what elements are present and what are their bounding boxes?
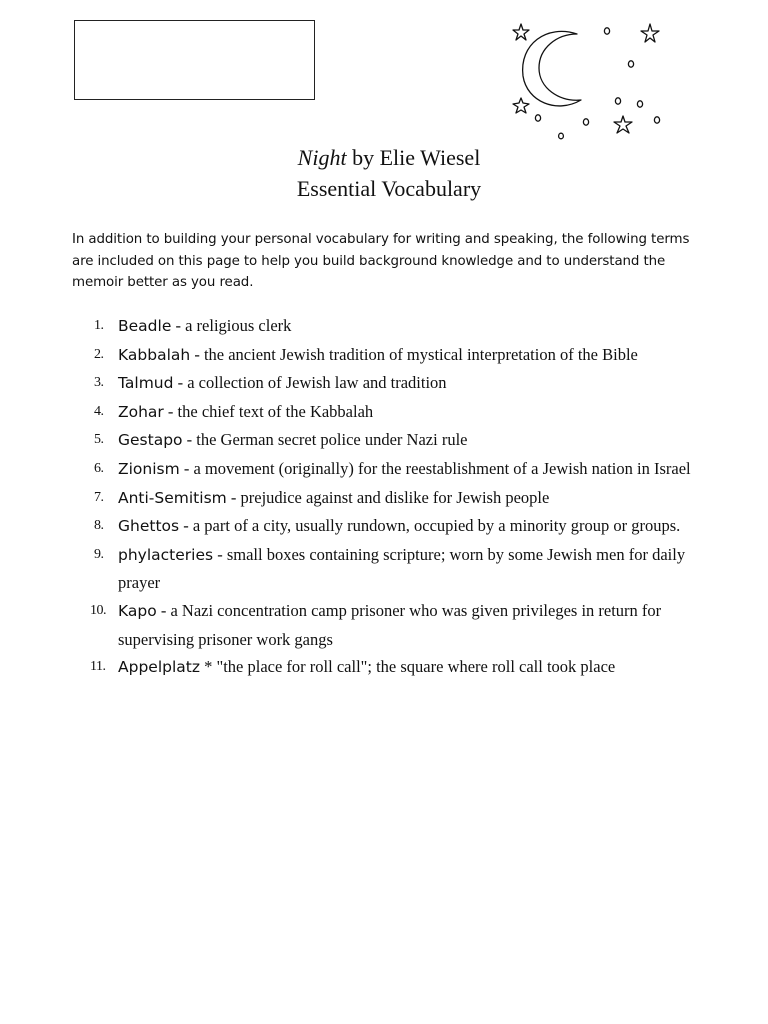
vocab-term: Anti-Semitism — [118, 488, 227, 507]
vocab-definition: - a part of a city, usually rundown, occupied by a minority group or groups. — [179, 516, 681, 536]
vocab-definition: - the ancient Jewish tradition of mystical interpretation of the Bible — [190, 344, 638, 364]
vocab-term: Gestapo — [118, 431, 183, 450]
vocab-definition: - the chief text of the Kabbalah — [163, 401, 374, 421]
vocab-item — [0, 541, 768, 597]
vocab-term: Ghettos — [118, 517, 180, 536]
star-icon — [614, 116, 632, 133]
star-dot-icon — [535, 115, 540, 121]
vocab-number: 4. — [94, 403, 104, 419]
intro-paragraph: In addition to building your personal vocabulary for writing and speaking, the following terms are included on this page to help you build background knowledge and to understand the memoir better as you read. — [72, 232, 690, 290]
vocab-definition: - the German secret police under Nazi rule — [182, 430, 468, 450]
star-icon — [513, 24, 529, 40]
page-subtitle: Essential Vocabulary — [296, 176, 482, 201]
vocab-number: 2. — [94, 346, 104, 362]
star-dot-icon — [604, 28, 609, 34]
star-dot-icon — [559, 133, 564, 139]
vocab-term: Kapo — [118, 601, 157, 620]
star-dot-icon — [583, 119, 588, 125]
vocab-definition: - prejudice against and dislike for Jewish people — [226, 487, 550, 507]
vocab-item — [0, 312, 768, 341]
book-title: Night — [297, 145, 347, 170]
star-icon — [641, 24, 659, 42]
vocab-term: Beadle — [118, 317, 172, 335]
vocab-term: Zohar — [118, 402, 164, 421]
name-box — [74, 20, 315, 100]
star-icon — [513, 98, 529, 113]
vocab-item — [0, 653, 768, 682]
vocab-definition: - small boxes containing scripture; worn by some Jewish men for daily prayer — [118, 544, 686, 593]
vocab-definition: - a Nazi concentration camp prisoner who was given privileges in return for supervising prisoner work gangs — [118, 600, 662, 649]
vocab-item — [0, 484, 768, 513]
page-title — [0, 142, 768, 173]
vocab-item — [0, 455, 768, 484]
vocab-number: 11. — [90, 659, 106, 675]
vocab-term: Appelplatz — [118, 658, 200, 677]
vocab-number: 10. — [90, 602, 106, 618]
vocab-item — [0, 512, 768, 541]
vocab-number: 9. — [94, 546, 104, 562]
star-dot-icon — [628, 61, 633, 67]
vocab-term: Kabbalah — [118, 345, 191, 364]
vocab-number: 3. — [94, 375, 104, 391]
vocab-number: 5. — [94, 432, 104, 448]
vocab-definition: - a religious clerk — [171, 316, 292, 335]
book-author: by Elie Wiesel — [346, 145, 481, 170]
vocab-definition: - a collection of Jewish law and tradition — [173, 373, 447, 393]
vocab-term: phylacteries — [118, 545, 214, 564]
vocab-definition: * "the place for roll call"; the square where roll call took place — [199, 657, 616, 677]
moon-and-stars-icon — [505, 18, 665, 140]
moon-icon — [523, 31, 581, 106]
vocab-number: 6. — [94, 460, 104, 476]
title-block — [0, 142, 768, 204]
vocab-number: 1. — [94, 318, 104, 333]
vocab-list — [0, 312, 768, 682]
vocab-item — [0, 597, 768, 653]
star-dot-icon — [637, 101, 642, 107]
vocab-term: Zionism — [118, 459, 180, 478]
star-dot-icon — [615, 98, 620, 104]
vocab-number: 8. — [94, 518, 104, 534]
vocab-item — [0, 426, 768, 455]
vocab-item — [0, 369, 768, 398]
vocab-item — [0, 341, 768, 370]
vocab-item — [0, 398, 768, 427]
star-dot-icon — [654, 117, 659, 123]
vocab-term: Talmud — [118, 374, 174, 393]
vocab-number: 7. — [94, 489, 104, 505]
vocab-definition: - a movement (originally) for the reestablishment of a Jewish nation in Israel — [179, 458, 691, 478]
